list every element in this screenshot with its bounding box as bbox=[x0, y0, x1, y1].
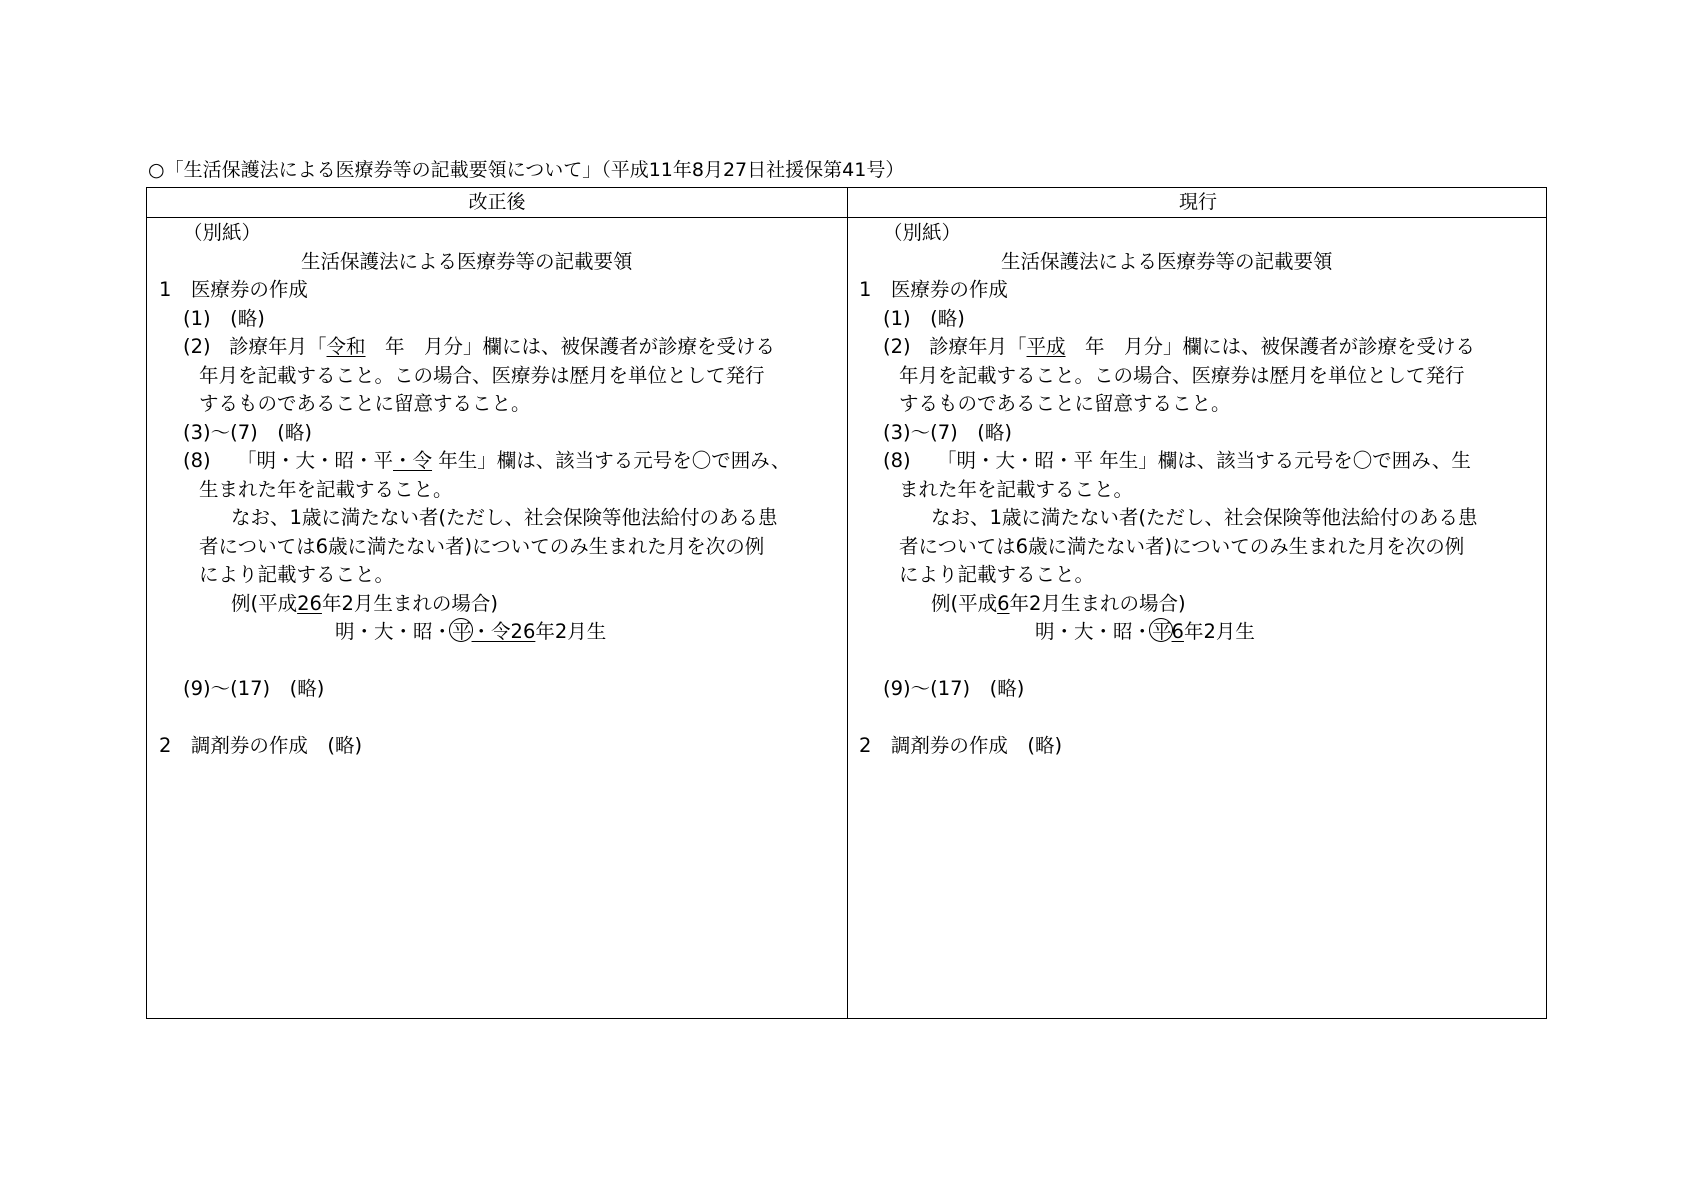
item-2-line-3: するものであることに留意すること。 bbox=[899, 392, 1231, 415]
item-8-line-2: 生まれた年を記載すること。 bbox=[199, 477, 453, 501]
item-2-line-3: するものであることに留意すること。 bbox=[199, 392, 531, 415]
section-1-title: 1 医療券の作成 bbox=[159, 278, 308, 301]
era-underlined: 令和 bbox=[326, 335, 366, 358]
item-2-line-1: (2) 診療年月「平成 年 月分」欄には、被保護者が診療を受ける bbox=[883, 335, 1476, 358]
attachment-label: （別紙） bbox=[183, 221, 262, 244]
example-line: 例(平成26年2月生まれの場合) bbox=[231, 591, 498, 615]
era-underlined: 平成 bbox=[1026, 335, 1066, 358]
section-2-title: 2 調剤券の作成 (略) bbox=[859, 734, 1063, 757]
item-8-line-1: (8) 「明・大・昭・平 年生」欄は、該当する元号を〇で囲み、生 bbox=[883, 449, 1471, 472]
item-1: (1) (略) bbox=[883, 306, 965, 330]
comparison-table bbox=[146, 187, 1547, 1019]
current-column bbox=[859, 219, 1539, 761]
note-line-1: なお、1歳に満たない者(ただし、社会保険等他法給付のある患 bbox=[231, 506, 778, 529]
example-era-line: 明・大・昭・平・令26年2月生 bbox=[159, 618, 839, 647]
example-era-line: 明・大・昭・平6年2月生 bbox=[859, 618, 1539, 647]
items-3-to-7: (3)～(7) (略) bbox=[183, 420, 312, 444]
section-1-title: 1 医療券の作成 bbox=[859, 278, 1008, 301]
example-line: 例(平成6年2月生まれの場合) bbox=[931, 591, 1186, 615]
note-line-1: なお、1歳に満たない者(ただし、社会保険等他法給付のある患 bbox=[931, 506, 1478, 529]
item-2-line-1: (2) 診療年月「令和 年 月分」欄には、被保護者が診療を受ける bbox=[183, 335, 776, 358]
circled-era: 平 bbox=[1152, 618, 1172, 647]
column-header-current: 現行 bbox=[1178, 191, 1217, 213]
item-2-line-2: 年月を記載すること。この場合、医療券は歴月を単位として発行 bbox=[199, 363, 765, 387]
column-header-revised: 改正後 bbox=[468, 191, 526, 213]
section-2-title: 2 調剤券の作成 (略) bbox=[159, 734, 363, 757]
item-1: (1) (略) bbox=[183, 306, 265, 330]
note-line-2: 者については6歳に満たない者)についてのみ生まれた月を次の例 bbox=[899, 534, 1465, 558]
note-line-3: により記載すること。 bbox=[899, 563, 1095, 586]
document-title: ○「生活保護法による医療券等の記載要領について」（平成11年8月27日社援保第41号） bbox=[148, 159, 905, 181]
column-divider bbox=[847, 188, 848, 1018]
attachment-label: （別紙） bbox=[883, 221, 962, 244]
revised-column bbox=[159, 219, 839, 761]
items-9-to-17: (9)～(17) (略) bbox=[883, 677, 1025, 700]
note-line-3: により記載すること。 bbox=[199, 563, 395, 586]
note-line-2: 者については6歳に満たない者)についてのみ生まれた月を次の例 bbox=[199, 534, 765, 558]
items-9-to-17: (9)～(17) (略) bbox=[183, 677, 325, 700]
item-8-line-2: まれた年を記載すること。 bbox=[899, 477, 1134, 501]
item-8-line-1: (8) 「明・大・昭・平・令 年生」欄は、該当する元号を〇で囲み、 bbox=[183, 449, 791, 472]
items-3-to-7: (3)～(7) (略) bbox=[883, 420, 1012, 444]
section-heading: 生活保護法による医療券等の記載要領 bbox=[301, 249, 633, 273]
section-heading: 生活保護法による医療券等の記載要領 bbox=[1001, 249, 1333, 273]
added-era-underlined: ・令 bbox=[393, 449, 433, 472]
item-2-line-2: 年月を記載すること。この場合、医療券は歴月を単位として発行 bbox=[899, 363, 1465, 387]
circled-era: 平 bbox=[452, 618, 472, 647]
